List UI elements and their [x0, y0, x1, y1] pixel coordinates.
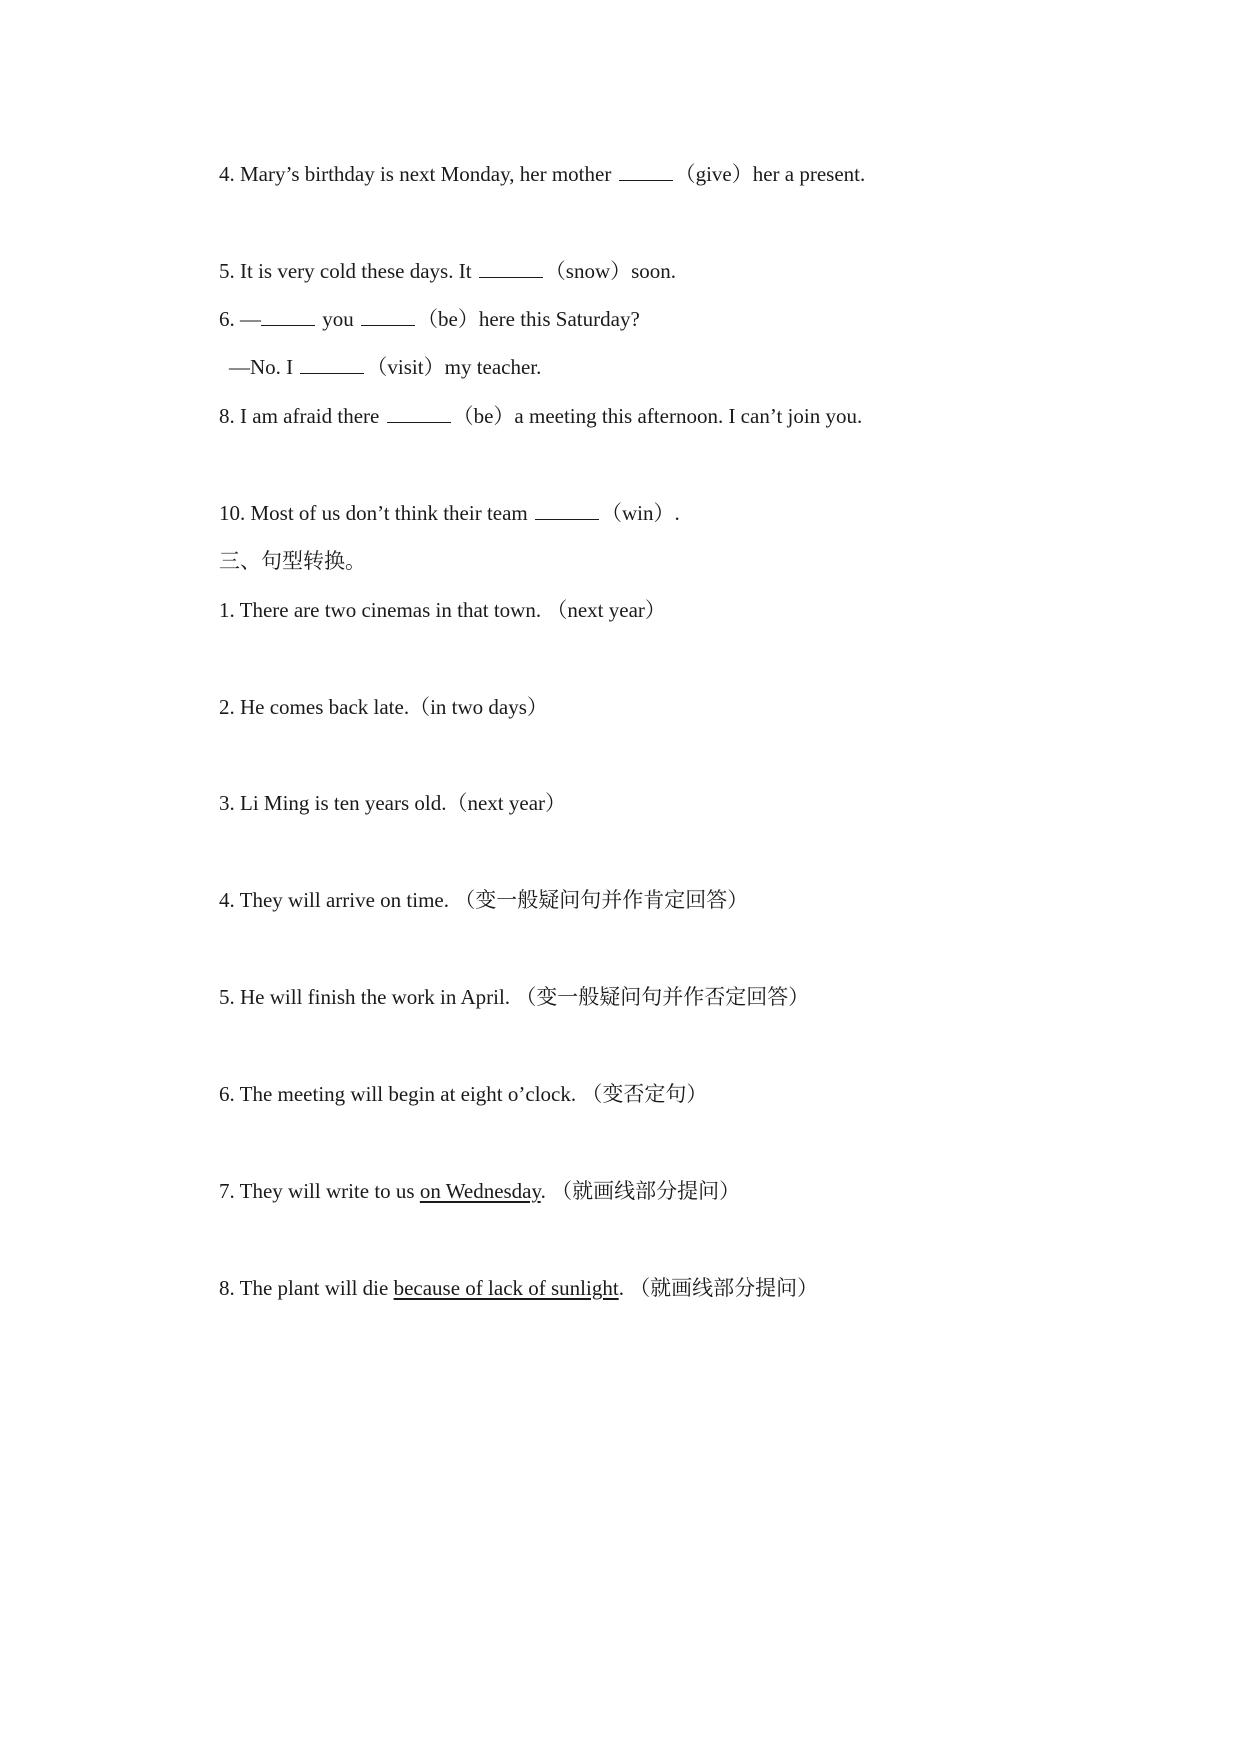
instruction-hint: （变一般疑问句并作否定回答） [515, 985, 810, 1009]
question-text-end: soon. [631, 259, 677, 283]
question-text: They will arrive on time. [239, 888, 449, 912]
instruction-hint: （变否定句） [581, 1082, 708, 1106]
instruction-hint: （next year） [446, 791, 567, 815]
question-2-6-reply [229, 353, 541, 381]
answer-blank[interactable] [361, 305, 415, 326]
question-text: The plant will die [239, 1276, 389, 1300]
question-text: It is very cold these days. It [240, 259, 472, 283]
verb-hint: （be） [452, 404, 515, 428]
underlined-phrase: on Wednesday [419, 1179, 541, 1203]
question-text: —No. I [229, 355, 294, 379]
question-text: you [322, 307, 354, 331]
question-number: 4. [219, 162, 235, 186]
transform-item-2 [219, 693, 548, 721]
verb-hint: （snow） [544, 259, 632, 283]
instruction-hint: （in two days） [409, 695, 548, 719]
question-number: 5. [219, 985, 235, 1009]
answer-blank[interactable] [479, 257, 543, 278]
answer-blank[interactable] [619, 160, 673, 181]
instruction-hint: （变一般疑问句并作肯定回答） [454, 888, 749, 912]
underlined-phrase: because of lack of sunlight [393, 1276, 619, 1300]
question-text: I am afraid there [240, 404, 380, 428]
transform-item-6 [219, 1080, 707, 1108]
question-text: He comes back late. [240, 695, 410, 719]
question-number: 7. [219, 1179, 235, 1203]
question-text-end: . [618, 1276, 624, 1300]
question-number: 3. [219, 791, 235, 815]
question-2-4 [219, 160, 865, 188]
question-number: 2. [219, 695, 235, 719]
question-text-end: . [674, 501, 680, 525]
question-2-10 [219, 499, 680, 527]
dialogue-dash: — [240, 307, 261, 331]
question-text: Mary’s birthday is next Monday, her mother [240, 162, 612, 186]
verb-hint: （win） [601, 501, 675, 525]
question-number: 10. [219, 501, 246, 525]
question-text-end: a meeting this afternoon. I can’t join you. [514, 404, 863, 428]
transform-item-5 [219, 983, 809, 1011]
instruction-hint: （就画线部分提问） [551, 1179, 741, 1203]
transform-item-1 [219, 596, 666, 624]
question-number: 1. [219, 598, 235, 622]
instruction-hint: （就画线部分提问） [629, 1276, 819, 1300]
question-text: They will write to us [239, 1179, 415, 1203]
verb-hint: （visit） [366, 355, 445, 379]
transform-item-3 [219, 789, 566, 817]
instruction-hint: （next year） [546, 598, 666, 622]
question-number: 4. [219, 888, 235, 912]
transform-item-8 [219, 1274, 818, 1302]
verb-hint: （be） [417, 307, 479, 331]
question-2-5 [219, 257, 676, 285]
question-text: Most of us don’t think their team [250, 501, 528, 525]
question-text: There are two cinemas in that town. [239, 598, 542, 622]
question-text-end: here this Saturday? [478, 307, 640, 331]
question-text: Li Ming is ten years old. [240, 791, 447, 815]
answer-blank[interactable] [387, 402, 451, 423]
question-number: 6. [219, 307, 235, 331]
answer-blank[interactable] [261, 305, 315, 326]
answer-blank[interactable] [535, 499, 599, 520]
transform-item-4 [219, 886, 748, 914]
question-number: 8. [219, 404, 235, 428]
question-text-end: . [540, 1179, 546, 1203]
question-number: 6. [219, 1082, 235, 1106]
question-text-end: her a present. [752, 162, 866, 186]
verb-hint: （give） [674, 162, 753, 186]
question-text-end: my teacher. [444, 355, 542, 379]
transform-item-7 [219, 1177, 740, 1205]
question-number: 5. [219, 259, 235, 283]
question-text: The meeting will begin at eight o’clock. [239, 1082, 577, 1106]
answer-blank[interactable] [300, 353, 364, 374]
section-heading: 三、句型转换。 [219, 549, 366, 573]
question-2-6 [219, 305, 640, 333]
question-text: He will finish the work in April. [240, 985, 511, 1009]
question-number: 8. [219, 1276, 235, 1300]
question-2-8 [219, 402, 862, 430]
